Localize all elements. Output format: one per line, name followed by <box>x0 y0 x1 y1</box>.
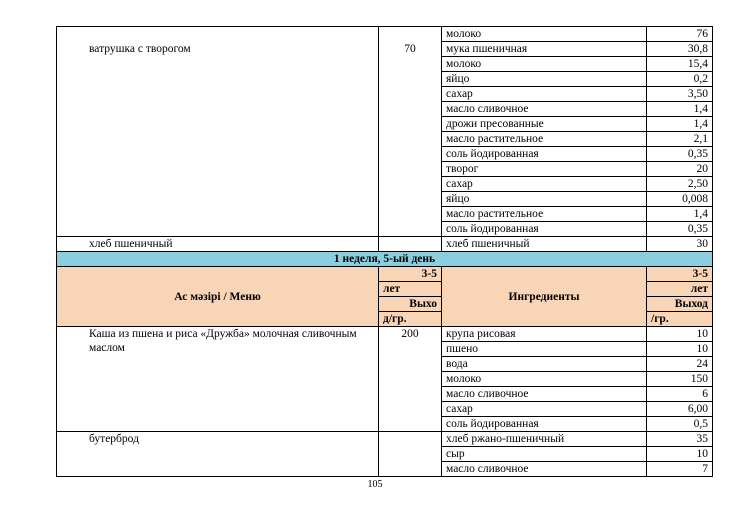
ingredient-name: масло растительное <box>442 132 647 147</box>
ingredient-qty: 24 <box>647 357 713 372</box>
ingredient-qty: 30,8 <box>647 42 713 57</box>
ingredient-name: молоко <box>442 27 647 42</box>
dish-name: хлеб пшеничный <box>57 237 379 252</box>
dish-name: ватрушка с творогом <box>57 42 379 57</box>
ingredient-name: молоко <box>442 372 647 387</box>
ingredient-name: молоко <box>442 57 647 72</box>
ingredient-name: яйцо <box>442 72 647 87</box>
ingredient-name: масло сливочное <box>442 462 647 477</box>
menu-table <box>56 26 713 477</box>
ingredient-qty: 10 <box>647 447 713 462</box>
ingredient-name: сахар <box>442 87 647 102</box>
table-row <box>57 72 713 87</box>
ingredients-column-header: Ингредиенты <box>442 267 647 327</box>
yield-header-unit: д/гр. <box>379 312 442 327</box>
yield-header-unit: /гр. <box>647 312 713 327</box>
day-header-row <box>57 252 713 267</box>
table-row <box>57 27 713 42</box>
yield-header: Выхо <box>379 297 442 312</box>
ingredient-qty: 2,1 <box>647 132 713 147</box>
table-row <box>57 102 713 117</box>
table-row <box>57 432 713 447</box>
dish-yield: 70 <box>379 42 442 57</box>
ingredient-qty: 1,4 <box>647 102 713 117</box>
ingredient-qty: 76 <box>647 27 713 42</box>
ingredient-qty: 6 <box>647 387 713 402</box>
table-row <box>57 132 713 147</box>
age-header-unit: лет <box>647 282 713 297</box>
table-row <box>57 177 713 192</box>
ingredient-qty: 35 <box>647 432 713 447</box>
dish-name: Каша из пшена и риса «Дружба» молочная сливочным маслом <box>57 327 379 432</box>
table-row <box>57 327 713 342</box>
age-header: 3-5 <box>647 267 713 282</box>
ingredient-name: творог <box>442 162 647 177</box>
ingredient-qty: 2,50 <box>647 177 713 192</box>
table-row <box>57 117 713 132</box>
age-header-unit: лет <box>379 282 442 297</box>
ingredient-name: соль йодированная <box>442 417 647 432</box>
ingredient-name: масло растительное <box>442 207 647 222</box>
ingredient-name: соль йодированная <box>442 147 647 162</box>
ingredient-name: пшено <box>442 342 647 357</box>
ingredient-name: сахар <box>442 177 647 192</box>
ingredient-qty: 7 <box>647 462 713 477</box>
ingredient-name: масло сливочное <box>442 102 647 117</box>
ingredient-qty: 15,4 <box>647 57 713 72</box>
ingredient-qty: 30 <box>647 237 713 252</box>
ingredient-qty: 0,35 <box>647 222 713 237</box>
table-row <box>57 87 713 102</box>
ingredient-name: хлеб пшеничный <box>442 237 647 252</box>
ingredient-name: масло сливочное <box>442 387 647 402</box>
ingredient-qty: 20 <box>647 162 713 177</box>
ingredient-qty: 0,008 <box>647 192 713 207</box>
table-row <box>57 237 713 252</box>
ingredient-name: дрожи пресованные <box>442 117 647 132</box>
ingredient-qty: 0,35 <box>647 147 713 162</box>
ingredient-qty: 10 <box>647 327 713 342</box>
ingredient-qty: 10 <box>647 342 713 357</box>
table-row <box>57 147 713 162</box>
header-row <box>57 267 713 282</box>
day-header: 1 неделя, 5-ый день <box>57 252 713 267</box>
ingredient-name: вода <box>442 357 647 372</box>
table-row <box>57 42 713 57</box>
ingredient-qty: 1,4 <box>647 117 713 132</box>
table-row <box>57 222 713 237</box>
ingredient-name: сахар <box>442 402 647 417</box>
ingredient-qty: 1,4 <box>647 207 713 222</box>
ingredient-qty: 0,2 <box>647 72 713 87</box>
ingredient-name: сыр <box>442 447 647 462</box>
ingredient-qty: 150 <box>647 372 713 387</box>
ingredient-name: яйцо <box>442 192 647 207</box>
table-row <box>57 207 713 222</box>
ingredient-name: крупа рисовая <box>442 327 647 342</box>
ingredient-name: соль йодированная <box>442 222 647 237</box>
table-row <box>57 192 713 207</box>
ingredient-qty: 3,50 <box>647 87 713 102</box>
age-header: 3-5 <box>379 267 442 282</box>
ingredient-qty: 6,00 <box>647 402 713 417</box>
dish-name: бутерброд <box>57 432 379 477</box>
ingredient-name: хлеб ржано-пшеничный <box>442 432 647 447</box>
page-number: 105 <box>367 479 383 490</box>
ingredient-qty: 0,5 <box>647 417 713 432</box>
dish-yield: 200 <box>379 327 442 432</box>
ingredient-name: мука пшеничная <box>442 42 647 57</box>
menu-column-header: Ас мәзірі / Меню <box>57 267 379 327</box>
yield-header: Выход <box>647 297 713 312</box>
table-row <box>57 57 713 72</box>
table-row <box>57 162 713 177</box>
